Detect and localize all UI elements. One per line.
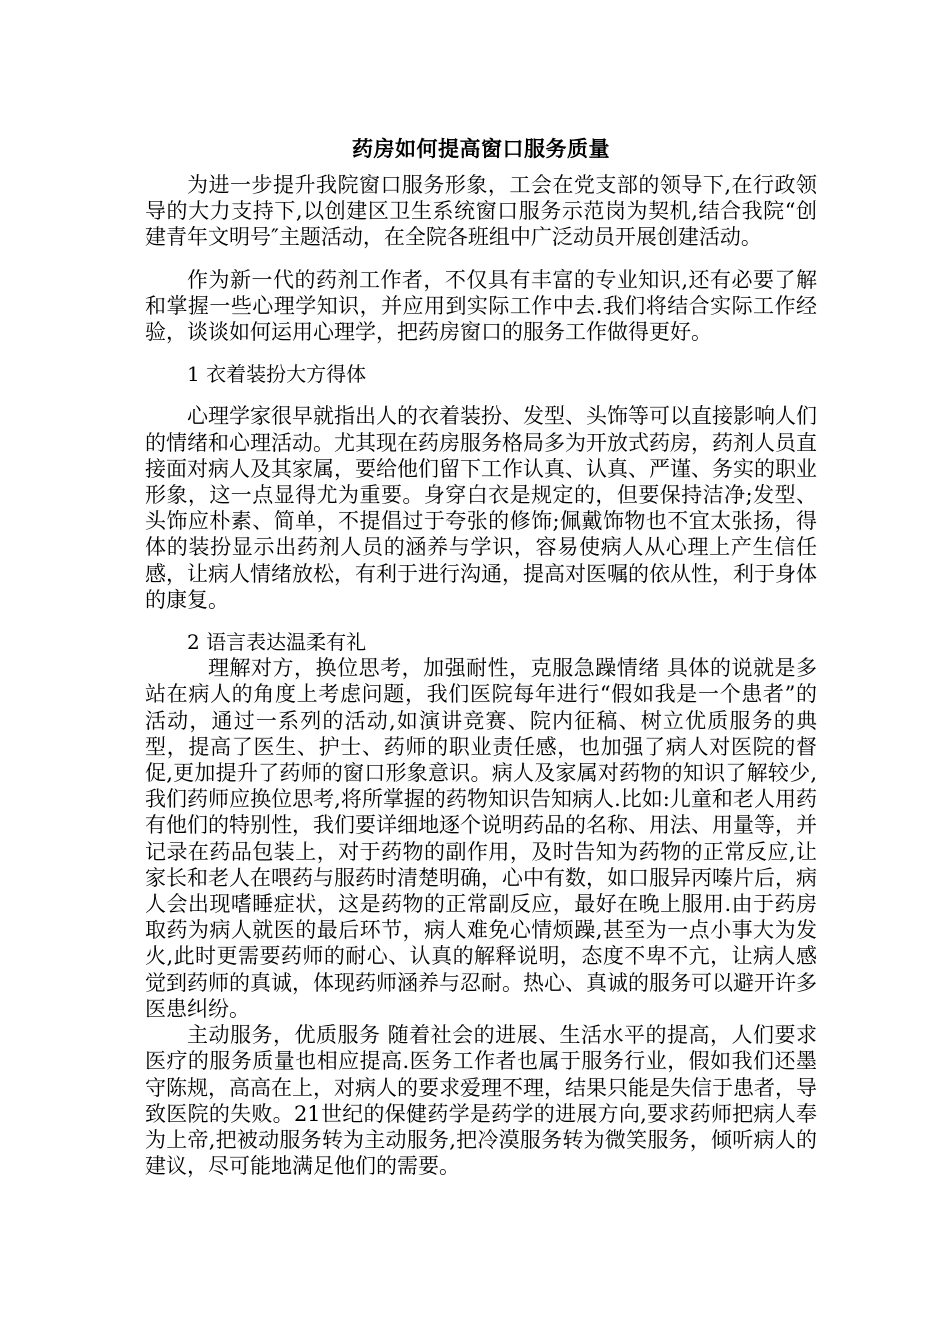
paragraph-intro: 为进一步提升我院窗口服务形象，工会在党支部的领导下,在行政领导的大力支持下,以创建区卫生系统窗口服务示范岗为契机,结合我院“创建青年文明号″主题活动，在全院各班组中广泛动员开展创建活动。 [145,173,817,250]
section-heading-1: 1 衣着装扮大方得体 [187,362,367,387]
section-heading-2: 2 语言表达温柔有礼 [187,630,367,655]
paragraph-purpose: 作为新一代的药剂工作者，不仅具有丰富的专业知识,还有必要了解和掌握一些心理学知识，并应用到实际工作中去.我们将结合实际工作经验，谈谈如何运用心理学，把药房窗口的服务工作做得更好。 [145,267,817,345]
paragraph-empathy: 理解对方，换位思考，加强耐性，克服急躁情绪 具体的说就是多站在病人的角度上考虑问题，我们医院每年进行“假如我是一个患者”的活动，通过一系列的活动,如演讲竞赛、院内征稿、树立优质服务的典型，提高了医生、护士、药师的职业责任感，也加强了病人对医院的督促,更加提升了药师的窗口形象意识。病人及家属对药物的知识了解较少,我们药师应换位思考,将所掌握的药物知识告知病人.比如:儿童和老人用药有他们的特别性，我们要详细地逐个说明药品的名称、用法、用量等，并记录在药品包装上，对于药物的副作用，及时告知为药物的正常反应,让家长和老人在喂药与服药时清楚明确，心中有数，如口服异丙嗪片后，病人会出现嗜睡症状，这是药物的正常副反应，最好在晚上服用.由于药房取药为病人就医的最后环节，病人难免心情烦躁,甚至为一点小事大为发火,此时更需要药师的耐心、认真的解释说明，态度不卑不亢，让病人感觉到药师的真诚，体现药师涵养与忍耐。热心、真诚的服务可以避开许多医患纠纷。 [145,656,817,1021]
paragraph-active-service: 主动服务，优质服务 随着社会的进展、生活水平的提高，人们要求医疗的服务质量也相应提高.医务工作者也属于服务行业，假如我们还墨守陈规，高高在上，对病人的要求爱理不理，结果只能是失信于患者，导致医院的失败。21世纪的保健药学是药学的进展方向,要求药师把病人奉为上帝,把被动服务转为主动服务,把冷漠服务转为微笑服务，倾听病人的建议，尽可能地满足他们的需要。 [145,1023,817,1179]
paragraph-appearance: 心理学家很早就指出人的衣着装扮、发型、头饰等可以直接影响人们的情绪和心理活动。尤其现在药房服务格局多为开放式药房，药剂人员直接面对病人及其家属，要给他们留下工作认真、认真、严谨、务实的职业形象，这一点显得尤为重要。身穿白衣是规定的，但要保持洁净;发型、头饰应朴素、简单，不提倡过于夸张的修饰;佩戴饰物也不宜太张扬，得体的装扮显示出药剂人员的涵养与学识，容易使病人从心理上产生信任感，让病人情绪放松，有利于进行沟通，提高对医嘱的依从性，利于身体的康复。 [145,404,817,612]
document-page [145,135,817,1179]
document-title: 药房如何提高窗口服务质量 [352,137,610,161]
